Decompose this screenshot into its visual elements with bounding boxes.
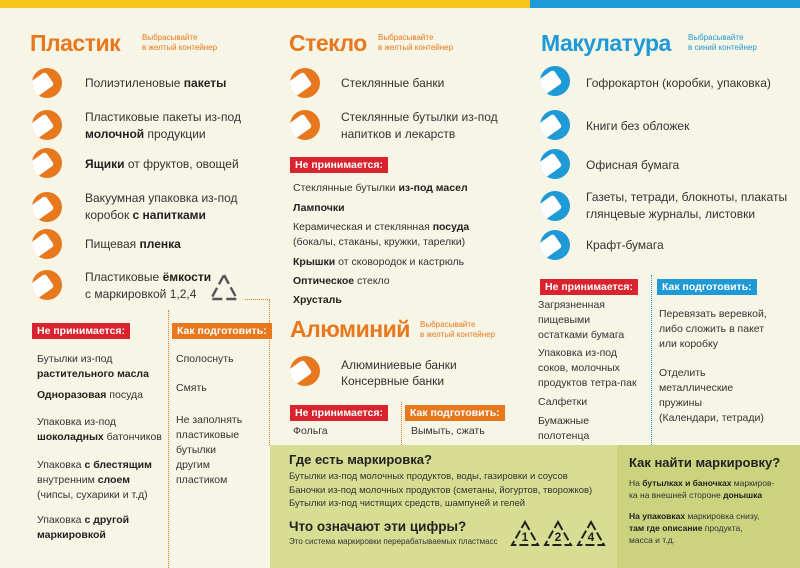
text: продукции (144, 127, 206, 141)
meaning-text: Это система маркировки перерабатываемых пластмасс (289, 537, 498, 546)
text: посуда (106, 389, 143, 401)
subtitle-line: Выбрасывайте (378, 33, 434, 42)
text: другим (176, 459, 211, 471)
text: бутылки (176, 444, 216, 456)
list-item (629, 477, 774, 501)
list-item (293, 274, 390, 289)
list-item (586, 118, 689, 135)
list-item (37, 458, 152, 503)
recycle-code-number: 2 (554, 530, 562, 544)
bold-text: Ящики (85, 157, 125, 171)
text: Салфетки (538, 396, 588, 408)
carton-icon (32, 192, 62, 222)
list-item (37, 388, 143, 403)
list-item (176, 413, 242, 488)
text: Баночки из-под молочных продуктов (сметаны, йогуртов, творожков) (289, 485, 593, 496)
plastic-subtitle (142, 33, 217, 53)
glass-not-accepted-badge: Не принимается: (290, 157, 388, 173)
dotted-connector (245, 299, 270, 300)
subtitle-line: Выбрасывайте (420, 320, 476, 329)
list-item (538, 395, 587, 410)
text: Фольга (293, 425, 328, 437)
list-item (293, 201, 345, 216)
text: коробок (85, 208, 133, 222)
text: Не заполнять (176, 414, 243, 426)
text: Перевязать веревкой, (659, 308, 767, 320)
bold-text: посуда (432, 221, 470, 233)
text: Отделить (659, 367, 706, 379)
text: Сполоснуть (176, 353, 234, 365)
text: Загрязненная (538, 299, 605, 311)
text: глянцевые журналы, листовки (586, 207, 756, 221)
list-item (176, 381, 207, 396)
bold-text: пакеты (183, 76, 227, 90)
divider (269, 299, 270, 445)
list-item (293, 424, 328, 439)
list-item (411, 424, 485, 439)
text: полотенца (538, 430, 590, 442)
list-item (289, 470, 568, 483)
aluminum-subtitle (420, 320, 495, 340)
text: Полиэтиленовые (85, 76, 184, 90)
text: Офисная бумага (586, 158, 680, 172)
bold-text: Лампочки (293, 202, 345, 214)
text: продукта, (702, 523, 743, 533)
text: от сковородок и кастрюль (335, 256, 465, 268)
bag-icon (32, 68, 62, 98)
text: Книги без обложек (586, 119, 690, 133)
subtitle-line: Выбрасывайте (688, 33, 744, 42)
text: остатками бумага (538, 329, 625, 341)
plastic-title: Пластик (30, 30, 121, 56)
text: внутренним (37, 474, 98, 486)
text: Консервные банки (341, 374, 445, 388)
where-marking-title: Где есть маркировка? (289, 452, 432, 467)
subtitle-line: в желтый контейнер (378, 43, 454, 52)
list-item (586, 189, 787, 223)
list-item (289, 497, 525, 510)
list-item (659, 307, 767, 352)
paper-title: Макулатура (541, 30, 671, 56)
aluminum-title: Алюминий (290, 316, 410, 342)
text: Бутылки из-под молочных продуктов, воды, газировки и соусов (289, 471, 568, 482)
recycle-code-number: 1 (521, 530, 529, 544)
bold-text: слоем (97, 474, 130, 486)
blue-top-bar (530, 0, 800, 8)
can-icon (290, 356, 320, 386)
plastic-not-accepted-badge: Не принимается: (32, 323, 130, 339)
list-item (85, 109, 241, 143)
text: Вакуумная упаковка из-под (85, 191, 238, 205)
bold-text: На упаковках (629, 511, 686, 521)
bottle-icon (32, 270, 62, 300)
text: маркировка снизу, (685, 511, 760, 521)
recycle-code-icon (576, 520, 606, 548)
text: Стеклянные бутылки (293, 182, 399, 194)
text: маркиров- (731, 478, 775, 488)
text: Пластиковые пакеты из-под (85, 110, 241, 124)
bold-text: ёмкости (162, 270, 212, 284)
glass-subtitle (378, 33, 453, 53)
text: (Календари, тетради) (659, 412, 764, 424)
text: стекло (354, 275, 390, 287)
list-item (289, 484, 592, 497)
list-item (85, 75, 226, 92)
bold-text: Хрусталь (293, 294, 342, 306)
text: Смять (176, 382, 207, 394)
subtitle-line: в желтый контейнер (142, 43, 218, 52)
crate-icon (32, 148, 62, 178)
text: Бутылки из-под (37, 353, 113, 365)
bold-text: с напитками (132, 208, 206, 222)
text: Упаковка (37, 514, 85, 526)
text: Крафт-бумага (586, 238, 664, 252)
bold-text: пленка (139, 237, 181, 251)
list-item (85, 156, 239, 173)
kraft-paper-icon (540, 230, 570, 260)
bold-text: Крышки (293, 256, 336, 268)
text: масса и т.д. (629, 535, 675, 545)
list-item (538, 346, 637, 391)
text: Пищевая (85, 237, 140, 251)
list-item (293, 220, 469, 250)
divider (401, 402, 402, 445)
text: Упаковка из-под (538, 347, 618, 359)
text: либо сложить в пакет (659, 323, 765, 335)
list-item (586, 75, 771, 92)
bold-text: маркировкой (37, 529, 106, 541)
jar-icon (290, 68, 320, 98)
paper-prepare-badge: Как подготовить: (657, 279, 757, 295)
list-item (37, 513, 129, 543)
list-item (341, 109, 498, 143)
text: Газеты, тетради, блокноты, плакаты (586, 190, 788, 204)
glass-bottle-icon (290, 110, 320, 140)
text: (бокалы, стаканы, кружки, тарелки) (293, 236, 466, 248)
bold-text: из-под масел (398, 182, 468, 194)
book-icon (540, 110, 570, 140)
text: металлические (659, 382, 734, 394)
find-marking-title: Как найти маркировку? (629, 455, 781, 470)
list-item (341, 357, 457, 374)
list-item (341, 75, 444, 92)
text: или коробку (659, 338, 718, 350)
list-item (176, 352, 234, 367)
list-item (85, 236, 181, 253)
text: напитков и лекарств (341, 127, 456, 141)
bold-text: Одноразовая (37, 389, 107, 401)
bold-text: бутылках и баночках (642, 478, 732, 488)
meaning-title: Что означают эти цифры? (289, 519, 467, 534)
text: от фруктов, овощей (124, 157, 239, 171)
text: На (629, 478, 643, 488)
bold-text: там где описание (629, 523, 703, 533)
text: Вымыть, сжать (411, 425, 485, 437)
list-item (293, 293, 342, 308)
text: (чипсы, сухарики и т.д) (37, 489, 148, 501)
bold-text: с блестящим (84, 459, 152, 471)
paper-not-accepted-badge: Не принимается: (540, 279, 638, 295)
list-item (37, 415, 162, 445)
film-roll-icon (32, 229, 62, 259)
list-item (293, 255, 464, 270)
glass-title: Стекло (289, 30, 367, 56)
text: пластиком (176, 474, 228, 486)
recycle-code-number: 4 (587, 530, 595, 544)
text: продуктов тетра-пак (538, 377, 637, 389)
text: Алюминиевые банки (341, 358, 457, 372)
text: Упаковка (37, 459, 85, 471)
text: Бутылки из-под чистящих средств, шампуней и гелей (289, 498, 526, 509)
plastic-prepare-badge: Как подготовить: (172, 323, 272, 339)
bold-text: Оптическое (293, 275, 355, 287)
text: пружины (659, 397, 703, 409)
recycle-icon (206, 272, 242, 304)
office-paper-icon (540, 149, 570, 179)
text: Гофрокартон (коробки, упаковка) (586, 76, 771, 90)
list-item (85, 269, 211, 303)
milk-bag-icon (32, 110, 62, 140)
recycle-code-icon (543, 520, 573, 548)
list-item (538, 414, 589, 444)
aluminum-prepare-badge: Как подготовить: (405, 405, 505, 421)
list-item (341, 373, 444, 390)
list-item (659, 366, 764, 426)
text: пластиковые (176, 429, 240, 441)
list-item (629, 510, 759, 546)
subtitle-line: в желтый контейнер (420, 330, 496, 339)
text: ка на внешней стороне (629, 490, 724, 500)
text: Упаковка из-под (37, 416, 117, 428)
text: с маркировкой 1,2,4 (85, 287, 197, 301)
text: Стеклянные банки (341, 76, 445, 90)
text: пищевыми (538, 314, 591, 326)
bold-text: молочной (85, 127, 145, 141)
aluminum-not-accepted-badge: Не принимается: (290, 405, 388, 421)
cardboard-icon (540, 66, 570, 96)
recycle-code-icon (510, 520, 540, 548)
list-item (37, 352, 149, 382)
divider (168, 310, 169, 568)
divider (651, 275, 652, 445)
paper-subtitle (688, 33, 757, 53)
bold-text: шоколадных (37, 431, 104, 443)
yellow-top-bar (0, 0, 530, 8)
newspaper-icon (540, 191, 570, 221)
list-item (586, 237, 664, 254)
list-item (85, 190, 238, 224)
text: батончиков (103, 431, 162, 443)
text: Бумажные (538, 415, 590, 427)
bold-text: с другой (84, 514, 130, 526)
list-item (538, 298, 624, 343)
subtitle-line: в синий контейнер (688, 43, 757, 52)
text: соков, молочных (538, 362, 620, 374)
text: Стеклянные бутылки из-под (341, 110, 498, 124)
subtitle-line: Выбрасывайте (142, 33, 198, 42)
text: Пластиковые (85, 270, 163, 284)
bold-text: растительного масла (37, 368, 149, 380)
list-item (586, 157, 679, 174)
bold-text: донышка (723, 490, 763, 500)
list-item (293, 181, 468, 196)
text: Керамическая и стеклянная (293, 221, 433, 233)
